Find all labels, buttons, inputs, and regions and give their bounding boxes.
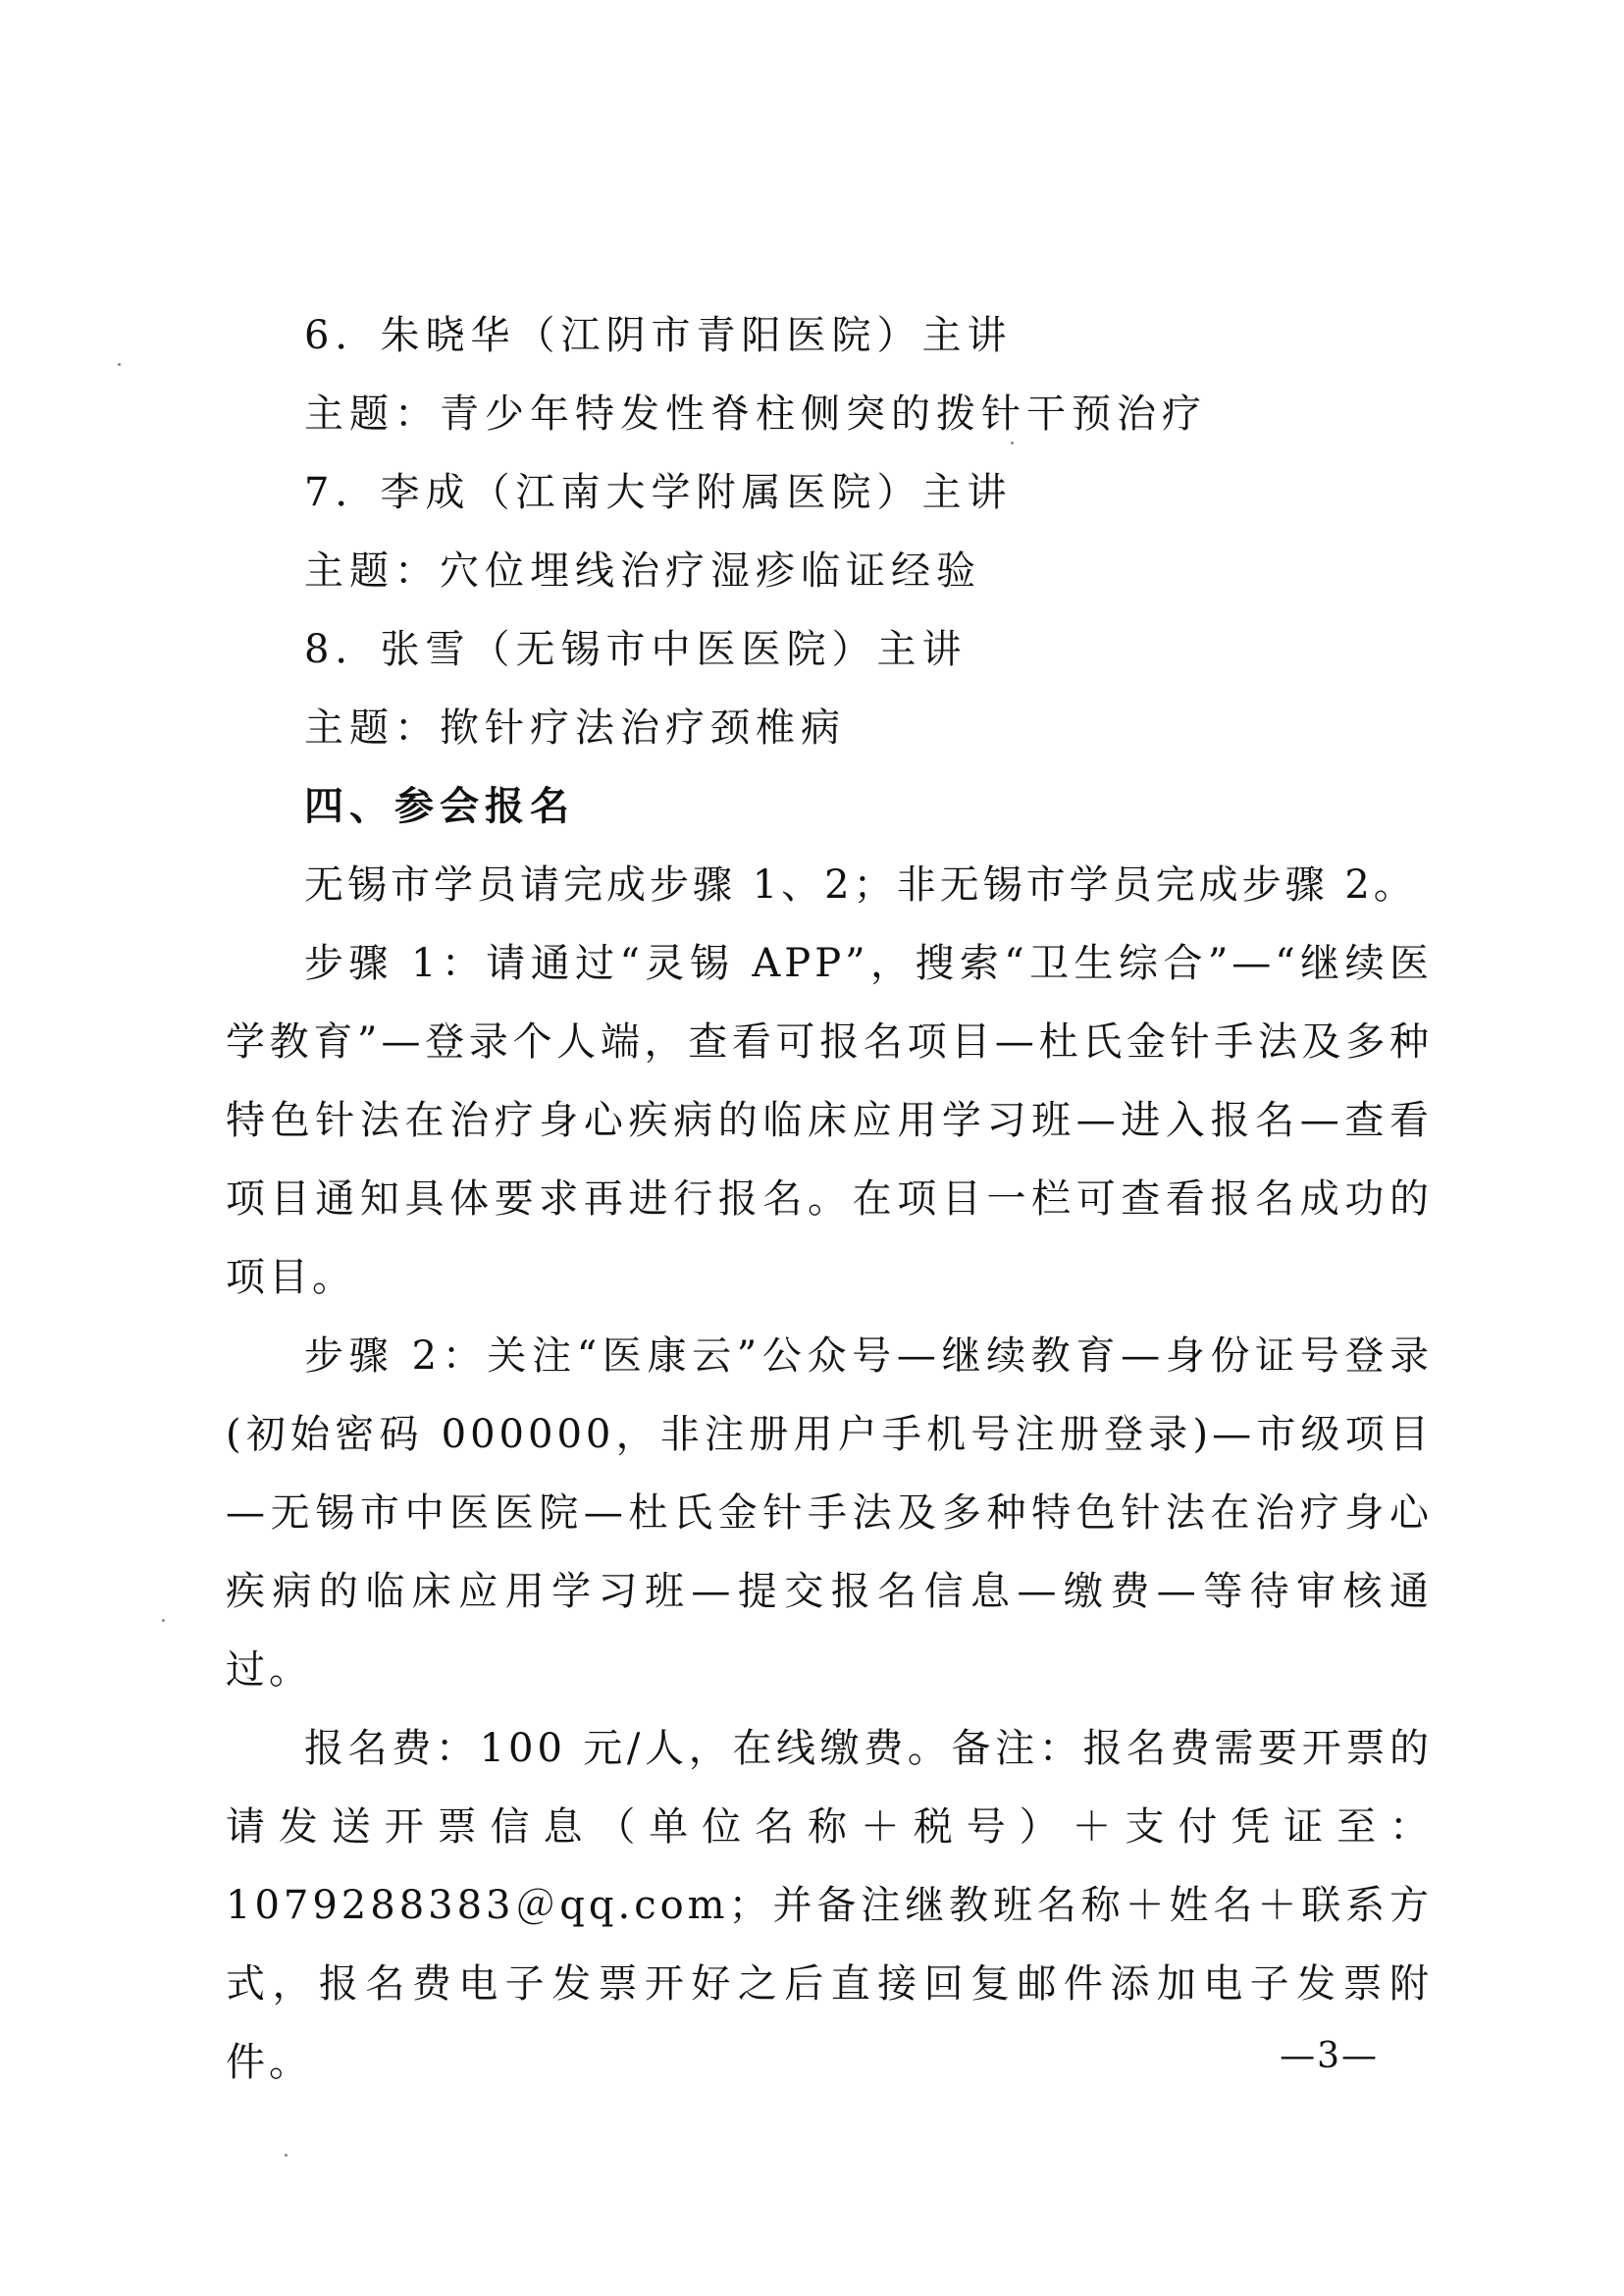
lecture-6-speaker: 6．朱晓华（江阴市青阳医院）主讲	[304, 313, 1013, 358]
registration-fee: 报名费：100 元/人，在线缴费。备注：报名费需要开票的请发送开票信息（单位名称＋税号）＋支付凭证至：1079288383＠qq.com；并备注继教班名称＋姓名＋联系方式，报名费电子发票开好之后直接回复邮件添加电子发票附件。	[226, 1726, 1433, 2085]
scan-speck	[162, 1619, 165, 1622]
lecture-8-topic: 主题：揿针疗法治疗颈椎病	[304, 705, 846, 751]
registration-step-2: 步骤 2：关注“医康云”公众号—继续教育—身份证号登录(初始密码 000000，非注册用户手机号注册登录)—市级项目—无锡市中医医院—杜氏金针手法及多种特色针法在治疗身心疾病的临床应用学习班—提交报名信息—缴费—等待审核通过。	[226, 1333, 1433, 1693]
scan-speck	[1011, 442, 1014, 444]
registration-step-1: 步骤 1：请通过“灵锡 APP”，搜索“卫生综合”—“继续医学教育”—登录个人端，查看可报名项目—杜氏金针手法及多种特色针法在治疗身心疾病的临床应用学习班—进入报名—查看项目通知具体要求再进行报名。在项目一栏可查看报名成功的项目。	[226, 941, 1433, 1300]
scan-speck	[285, 2154, 288, 2157]
page-number: —3—	[1280, 2036, 1379, 2076]
lecture-7-speaker: 7．李成（江南大学附属医院）主讲	[304, 470, 1013, 515]
scan-speck	[118, 363, 121, 366]
lecture-8-speaker: 8．张雪（无锡市中医医院）主讲	[304, 627, 968, 672]
lecture-7-topic: 主题：穴位埋线治疗湿疹临证经验	[304, 548, 981, 594]
lecture-6-topic: 主题：青少年特发性脊柱侧突的拨针干预治疗	[304, 391, 1207, 437]
registration-intro: 无锡市学员请完成步骤 1、2；非无锡市学员完成步骤 2。	[304, 862, 1417, 908]
section-heading: 四、参会报名	[304, 783, 575, 829]
